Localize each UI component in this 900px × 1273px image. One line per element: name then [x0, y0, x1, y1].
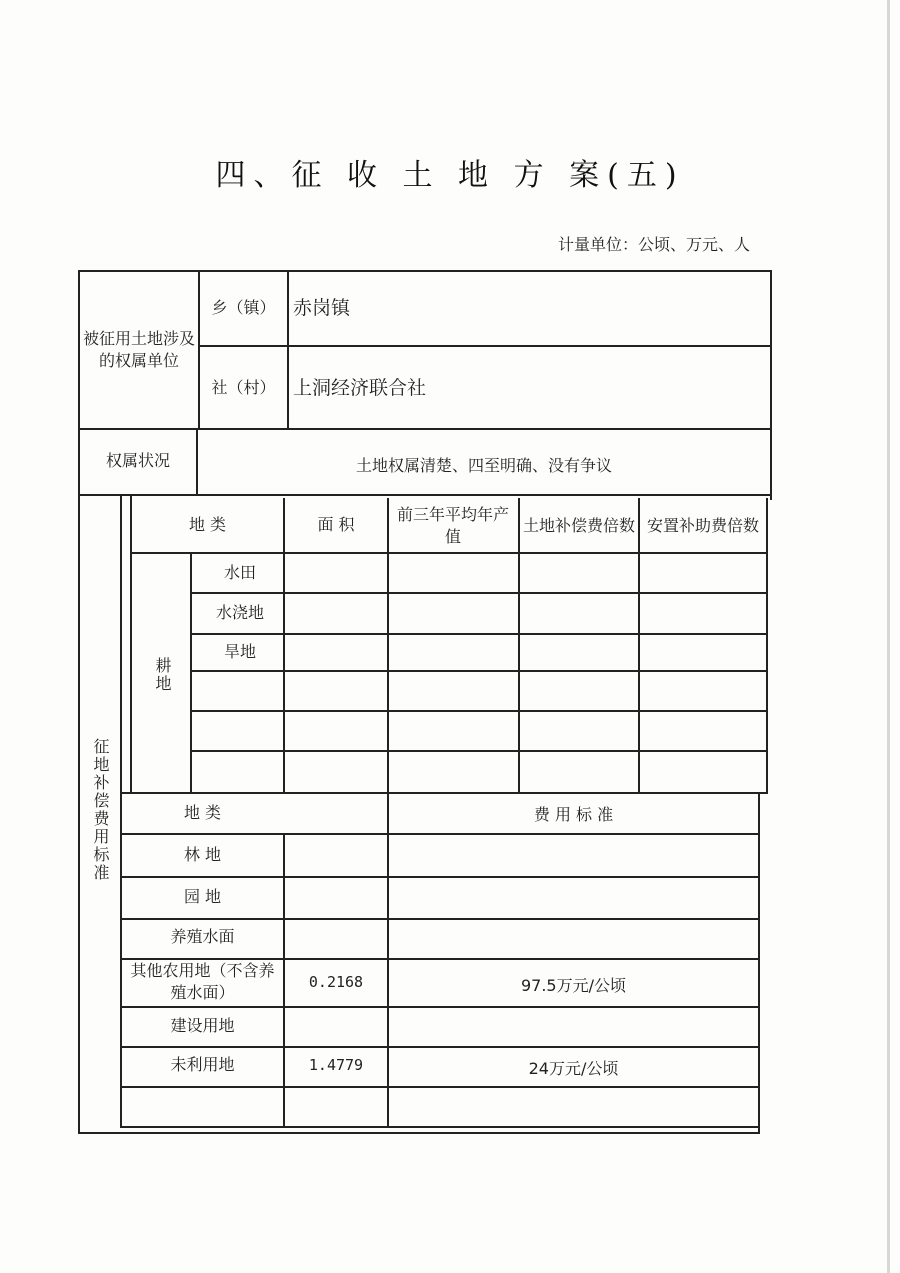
row-dry: 旱地 [223, 642, 256, 661]
header-area: 面 积 [317, 515, 355, 534]
row-orchard-fee [389, 880, 758, 914]
row-aquaculture-fee [389, 920, 758, 954]
row-forest-area [285, 838, 387, 872]
row-irrigated: 水浇地 [215, 603, 264, 622]
page-title: 四、征 收 土 地 方 案(五) [215, 158, 685, 193]
row-orchard-name: 园 地 [183, 887, 222, 906]
row-other-agri-area: 0.2168 [308, 973, 364, 991]
fee-header-land-type: 地 类 [183, 803, 222, 822]
town-label: 乡（镇） [211, 298, 276, 317]
village-value: 上洞经济联合社 [293, 377, 427, 399]
row-other-agri-name: 其他农用地（不含养殖水面） [130, 961, 275, 1002]
row-other-agri-fee: 97.5万元/公顷 [520, 976, 627, 995]
row-forest-name: 林 地 [183, 845, 222, 864]
row-forest-fee [389, 838, 758, 872]
ownership-status-value: 土地权属清楚、四至明确、没有争议 [355, 456, 612, 475]
header-comp-multiple: 土地补偿费倍数 [522, 516, 635, 535]
row-construction-fee [389, 1009, 758, 1043]
ownership-units-label: 被征用土地涉及的权属单位 [82, 329, 195, 370]
row-construction-name: 建设用地 [170, 1016, 235, 1035]
compensation-standard-label: 征地补偿费用标准 [91, 738, 110, 882]
row-paddy: 水田 [223, 563, 256, 582]
header-avg-output: 前三年平均年产值 [396, 505, 509, 546]
row-orchard-area [285, 880, 387, 914]
town-value: 赤岗镇 [293, 297, 351, 319]
cultivated-land-label: 耕地 [153, 657, 172, 693]
ownership-status-label: 权属状况 [105, 451, 170, 470]
village-label: 社（村） [211, 378, 276, 397]
unit-note: 计量单位：公顷、万元、人 [557, 235, 750, 254]
row-unused-fee: 24万元/公顷 [528, 1059, 619, 1078]
row-unused-area: 1.4779 [308, 1056, 364, 1074]
header-land-type: 地 类 [188, 515, 227, 534]
header-resettle-multiple: 安置补助费倍数 [646, 516, 759, 535]
row-unused-name: 未利用地 [170, 1055, 235, 1074]
fee-header-standard: 费 用 标 准 [533, 805, 614, 824]
row-aquaculture-name: 养殖水面 [170, 927, 235, 946]
row-construction-area [285, 1009, 387, 1043]
row-aquaculture-area [285, 920, 387, 954]
